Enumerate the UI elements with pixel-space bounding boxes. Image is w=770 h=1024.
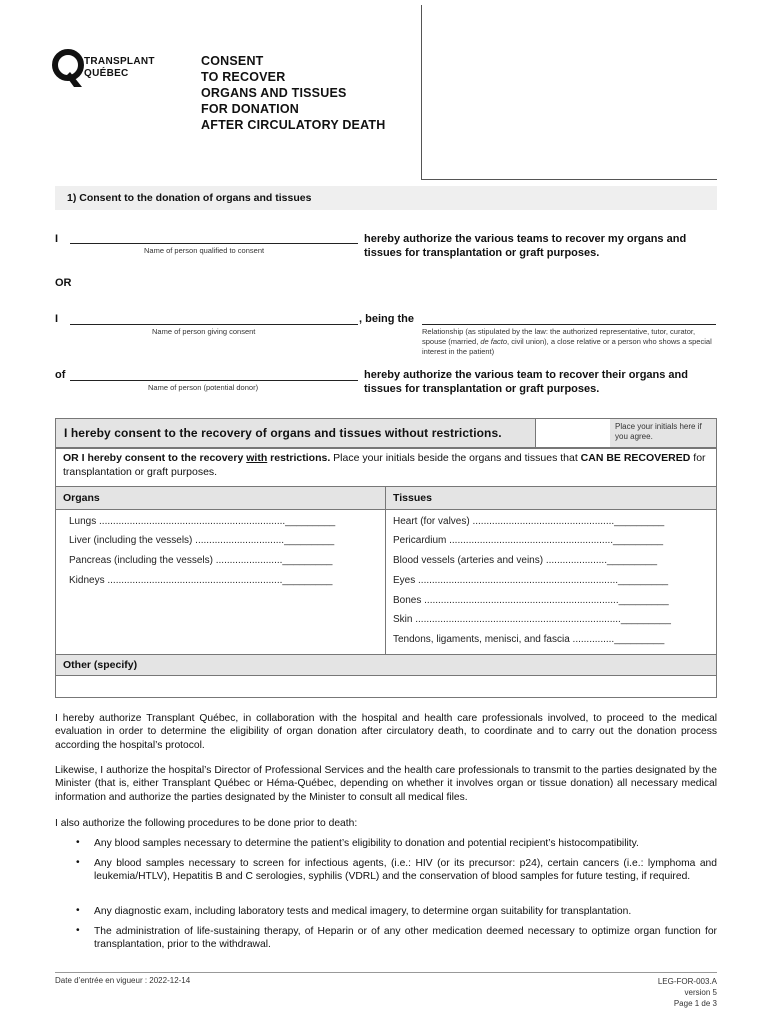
bullet-item: The administration of life-sustaining therapy, of Heparin or of any other medication deemed necessary to optimize organ function for transplantation, prior to the withdrawal. (94, 926, 717, 951)
tissue-item-pericardium[interactable]: Pericardium ..........................................................._________ (393, 535, 664, 546)
tissue-item-heart[interactable]: Heart (for valves) ..................................................._________ (393, 516, 665, 527)
effective-date: Date d’entrée en vigueur : 2022-12-14 (55, 976, 191, 985)
donor-name-field[interactable] (70, 380, 358, 381)
tissue-item-eyes[interactable]: Eyes ........................................................................_________ (393, 575, 669, 586)
row2-prefix: I (55, 313, 59, 325)
initials-note-cell (610, 419, 716, 447)
paragraph-procedures-intro: I also authorize the following procedures to be done prior to death: (55, 818, 358, 829)
form-version: version 5 (684, 988, 717, 997)
title-line: FOR DONATION (201, 102, 299, 116)
tissues-header: Tissues (393, 492, 432, 504)
with-restrictions-text (63, 452, 713, 479)
relationship-caption (422, 327, 714, 357)
bullet-item: Any diagnostic exam, including laboratory tests and medical imagery, to determine organ suitability for transplantation. (94, 906, 632, 917)
page-number: Page 1 de 3 (673, 999, 717, 1008)
organ-item-kidneys[interactable]: Kidneys ..............................................................._________ (69, 575, 333, 586)
organ-item-lungs[interactable]: Lungs ..................................................................._________ (69, 516, 336, 527)
logo-line-2: QUÉBEC (84, 68, 129, 79)
bullet-icon: • (76, 857, 80, 868)
consenting-person-name-field[interactable] (70, 324, 358, 325)
form-code: LEG-FOR-003.A (657, 977, 717, 986)
document-title (201, 53, 385, 133)
bullet-item: Any blood samples necessary to screen for infectious agents, (i.e.: HIV (or its precursor: p24), certain cancers (i.e.: lymphoma and leukemia/HTLV), Hepatitis B and C serologies, syphilis (VDRL) and the conservation of blood samples for future testing, if required. (94, 858, 717, 883)
relationship-caption-italic: de facto (480, 337, 508, 346)
organs-tissues-divider (385, 486, 386, 654)
row2-caption: Name of person giving consent (152, 327, 256, 336)
row3-caption: Name of person (potential donor) (148, 383, 259, 392)
relationship-caption-text: Relationship (as stipulated by the law: the authorized representative, tutor, curator, spouse (married, (422, 327, 696, 346)
bullet-icon: • (76, 837, 80, 848)
bullet-item: Any blood samples necessary to determine the patient’s eligibility to donation and potential recipient’s histocompatibility. (94, 838, 639, 849)
transplant-quebec-logo (52, 46, 86, 90)
section-1-heading-bar (55, 186, 717, 210)
logo-q-icon (52, 46, 86, 90)
tissue-item-skin[interactable]: Skin .........................................................................._________ (393, 614, 671, 625)
organ-item-pancreas[interactable]: Pancreas (including the vessels) ........................_________ (69, 555, 333, 566)
relationship-caption-text-end: , civil union), a close relative or a person who shows a special interest in the patient) (422, 337, 712, 356)
paragraph-information-transfer: Likewise, I authorize the hospital’s Director of Professional Services and the health care professionals to transmit to the parties designated by the Minister (that is, either Transplant Québec or Héma-Québec, depending on whether it involves organ or tissue donation) all necessary medical information and authorize the parties designated by the Minister to consult all medical files. (55, 765, 717, 803)
title-line: AFTER CIRCULATORY DEATH (201, 118, 386, 132)
tissues-header-cell (386, 486, 716, 510)
footer-right (560, 976, 717, 1009)
with-restrictions-part5: CAN BE RECOVERED (580, 452, 691, 464)
row3-prefix: of (55, 369, 66, 381)
with-restrictions-part2: with (246, 452, 268, 464)
other-specify-field[interactable] (62, 676, 710, 696)
tissue-item-tendons[interactable]: Tendons, ligaments, menisci, and fascia ..............._________ (393, 634, 665, 645)
with-restrictions-part6: for transplantation or graft purposes. (63, 452, 706, 478)
logo-line-1: TRANSPLANT (84, 56, 155, 67)
row3-authorization-text: hereby authorize the various team to recover their organs and tissues for transplantation or graft purposes. (364, 369, 688, 395)
other-header-cell (56, 654, 716, 676)
title-line: ORGANS AND TISSUES (201, 86, 347, 100)
logo-text (84, 56, 155, 80)
being-the-label: , being the (359, 313, 414, 325)
organs-header-cell (56, 486, 385, 510)
tissue-item-bones[interactable]: Bones ......................................................................_________ (393, 595, 669, 606)
title-line: CONSENT (201, 54, 264, 68)
other-label: Other (specify) (63, 659, 138, 671)
row1-authorization-text: hereby authorize the various teams to recover my organs and tissues for transplantation or graft purposes. (364, 233, 687, 259)
footer-divider (55, 972, 717, 973)
tissue-item-blood-vessels[interactable]: Blood vessels (arteries and veins) ......................_________ (393, 555, 658, 566)
no-restrictions-label: I hereby consent to the recovery of organs and tissues without restrictions. (64, 426, 502, 440)
or-label: OR (55, 277, 72, 289)
title-line: TO RECOVER (201, 70, 286, 84)
header-vertical-divider (421, 5, 422, 179)
no-restrictions-initials-field[interactable] (536, 419, 614, 447)
relationship-field[interactable] (422, 324, 716, 325)
qualified-person-name-field[interactable] (70, 243, 358, 244)
no-restrictions-label-cell (56, 419, 535, 447)
paragraph-authorization: I hereby authorize Transplant Québec, in collaboration with the hospital and health care professionals involved, to proceed to the medical evaluation in order to determine the eligibility of organ donation after circulatory death, to coordinate and to carry out the donation process according the hospital’s protocol. (55, 713, 717, 751)
row1-prefix: I (55, 233, 59, 245)
bullet-icon: • (76, 925, 80, 936)
row1-caption: Name of person qualified to consent (144, 246, 265, 255)
section-1-heading: 1) Consent to the donation of organs and tissues (67, 192, 312, 204)
header-horizontal-divider (421, 179, 717, 180)
with-restrictions-part4: Place your initials beside the organs and tissues that (330, 452, 581, 464)
initials-note: Place your initials here if you agree. (615, 422, 702, 441)
bullet-icon: • (76, 905, 80, 916)
organs-header: Organs (63, 492, 100, 504)
organ-item-liver[interactable]: Liver (including the vessels) ................................_________ (69, 535, 335, 546)
with-restrictions-part1: OR I hereby consent to the recovery (63, 452, 247, 464)
with-restrictions-part3: restrictions. (267, 452, 331, 464)
